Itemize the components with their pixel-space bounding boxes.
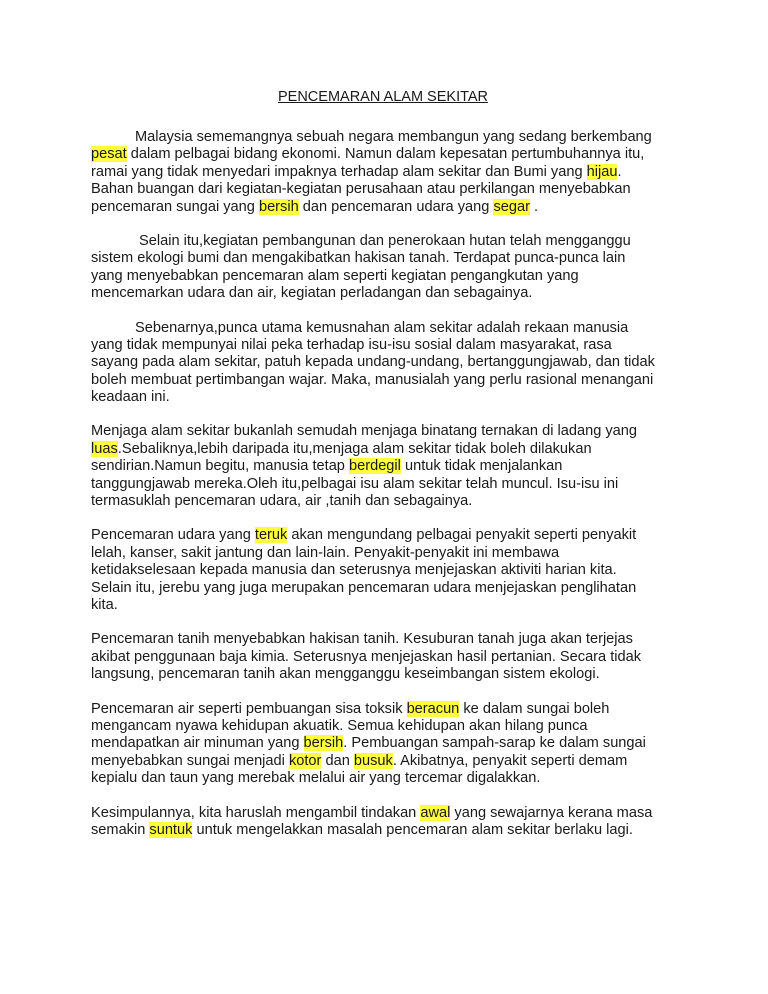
text-segment: sayang pada alam sekitar, patuh kepada undang-undang, bertanggungjawab, dan tidak — [91, 354, 655, 371]
highlighted-word: awal — [420, 804, 451, 821]
text-segment: langsung, pencemaran tanih akan mengganggu keseimbangan sistem ekologi. — [91, 666, 600, 683]
text-segment: menyebabkan sungai menjadi — [91, 752, 289, 769]
text-segment: termasuklah pencemaran udara, air ,tanih dan sebagainya. — [91, 493, 473, 510]
text-line — [91, 146, 691, 163]
text-line — [91, 441, 691, 458]
text-segment: kepialu dan taun yang merebak melalui air yang tercemar digalakkan. — [91, 770, 541, 787]
text-segment: tanggungjawab mereka.Oleh itu,pelbagai isu alam sekitar telah muncul. Isu-isu ini — [91, 475, 619, 492]
paragraph — [91, 631, 691, 683]
highlighted-word: beracun — [406, 700, 460, 717]
highlighted-word: kotor — [288, 752, 322, 769]
text-line — [91, 597, 691, 614]
paragraph — [91, 320, 691, 407]
text-line — [91, 770, 691, 787]
text-segment: yang menyebabkan pencemaran alam seperti kegiatan pengangkutan yang — [91, 267, 579, 284]
text-segment: sendirian.Namun begitu, manusia tetap — [91, 458, 349, 475]
paragraph — [91, 527, 691, 614]
text-segment: Menjaga alam sekitar bukanlah semudah menjaga binatang ternakan di ladang yang — [91, 423, 638, 440]
text-segment: pencemaran sungai yang — [91, 198, 259, 215]
document-body — [91, 129, 691, 839]
highlighted-word: pesat — [91, 146, 127, 163]
highlighted-word: bersih — [258, 198, 299, 215]
text-segment: Selain itu,kegiatan pembangunan dan penerokaan hutan telah mengganggu — [139, 232, 631, 249]
highlighted-word: teruk — [254, 527, 288, 544]
text-segment: ketidakselesaan kepada manusia dan seterusnya menjejaskan aktiviti harian kita. — [91, 562, 617, 579]
text-segment: keadaan ini. — [91, 389, 170, 406]
text-line — [91, 649, 691, 666]
text-segment: mencemarkan udara dan air, kegiatan perladangan dan sebagainya. — [91, 285, 533, 302]
highlighted-word: luas — [91, 440, 118, 457]
text-segment: untuk tidak menjalankan — [400, 458, 563, 475]
text-segment: sistem ekologi bumi dan mengakibatkan hakisan tanah. Terdapat punca-punca lain — [91, 250, 626, 267]
text-line — [91, 562, 691, 579]
highlighted-word: segar — [493, 198, 530, 215]
text-segment: Sebenarnya,punca utama kemusnahan alam sekitar adalah rekaan manusia — [135, 319, 629, 336]
text-segment: dan — [321, 752, 354, 769]
text-segment: yang sewajarnya kerana masa — [450, 804, 653, 821]
document-title: PENCEMARAN ALAM SEKITAR — [277, 89, 489, 105]
text-segment: boleh membuat pertimbangan wajar. Maka, manusialah yang perlu rasional menangani — [91, 371, 654, 388]
text-line — [91, 337, 691, 354]
text-segment: . — [529, 198, 539, 215]
text-segment: kita. — [91, 596, 118, 613]
text-line — [91, 285, 691, 302]
text-segment: mengancam nyawa kehidupan akuatik. Semua kehidupan akan hilang punca — [91, 717, 588, 734]
text-line — [91, 580, 691, 597]
document-page — [91, 88, 691, 856]
text-line — [91, 701, 691, 718]
text-line — [91, 233, 691, 250]
paragraph — [91, 805, 691, 840]
text-segment: Pencemaran air seperti pembuangan sisa toksik — [91, 700, 407, 717]
paragraph — [91, 701, 691, 788]
highlighted-word: suntuk — [149, 821, 193, 838]
text-line — [91, 718, 691, 735]
text-segment: lelah, kanser, sakit jantung dan lain-lain. Penyakit-penyakit ini membawa — [91, 544, 560, 561]
text-segment: yang tidak mempunyai nilai peka terhadap isu-isu sosial dalam masyarakat, rasa — [91, 336, 612, 353]
text-line — [91, 735, 691, 752]
text-segment: untuk mengelakkan masalah pencemaran alam sekitar berlaku lagi. — [192, 821, 633, 838]
text-line — [91, 181, 691, 198]
highlighted-word: berdegil — [348, 458, 401, 475]
text-line — [91, 320, 691, 337]
highlighted-word: busuk — [353, 752, 393, 769]
text-segment: .Sebaliknya,lebih daripada itu,menjaga alam sekitar tidak boleh dilakukan — [117, 440, 592, 457]
text-segment: Pencemaran udara yang — [91, 527, 255, 544]
text-line — [91, 389, 691, 406]
paragraph — [91, 129, 691, 216]
text-line — [91, 753, 691, 770]
paragraph — [91, 423, 691, 510]
paragraph — [91, 233, 691, 303]
text-segment: ke dalam sungai boleh — [459, 700, 610, 717]
text-line — [91, 354, 691, 371]
text-line — [91, 458, 691, 475]
text-segment: . Akibatnya, penyakit seperti demam — [392, 752, 628, 769]
text-segment: mendapatkan air minuman yang — [91, 735, 304, 752]
text-line — [91, 527, 691, 544]
text-line — [91, 822, 691, 839]
text-segment: Kesimpulannya, kita haruslah mengambil tindakan — [91, 804, 421, 821]
text-line — [91, 493, 691, 510]
text-line — [91, 372, 691, 389]
text-line — [91, 476, 691, 493]
text-line — [91, 545, 691, 562]
text-line — [91, 268, 691, 285]
text-line — [91, 199, 691, 216]
text-line — [91, 164, 691, 181]
text-segment: akibat penggunaan baja kimia. Seterusnya menjejaskan hasil pertanian. Secara tidak — [91, 648, 642, 665]
text-line — [91, 666, 691, 683]
text-segment: Bahan buangan dari kegiatan-kegiatan perusahaan atau perkilangan menyebabkan — [91, 181, 631, 198]
highlighted-word: hijau — [586, 163, 618, 180]
text-line — [91, 631, 691, 648]
text-segment: dan pencemaran udara yang — [298, 198, 494, 215]
text-segment: Selain itu, jerebu yang juga merupakan pencemaran udara menjejaskan penglihatan — [91, 579, 637, 596]
text-segment: akan mengundang pelbagai penyakit seperti penyakit — [287, 527, 637, 544]
text-segment: Pencemaran tanih menyebabkan hakisan tanih. Kesuburan tanah juga akan terjejas — [91, 631, 633, 648]
text-segment: ramai yang tidak menyedari impaknya terhadap alam sekitar dan Bumi yang — [91, 163, 587, 180]
text-segment: dalam pelbagai bidang ekonomi. Namun dalam kepesatan pertumbuhannya itu, — [126, 146, 645, 163]
text-line — [91, 805, 691, 822]
text-segment: Malaysia sememangnya sebuah negara membangun yang sedang berkembang — [135, 129, 652, 145]
text-segment: semakin — [91, 821, 150, 838]
highlighted-word: bersih — [303, 735, 344, 752]
text-line — [91, 423, 691, 440]
text-segment: . — [617, 163, 622, 180]
text-line — [91, 250, 691, 267]
text-line — [91, 129, 691, 146]
text-segment: . Pembuangan sampah-sarap ke dalam sungai — [343, 735, 646, 752]
